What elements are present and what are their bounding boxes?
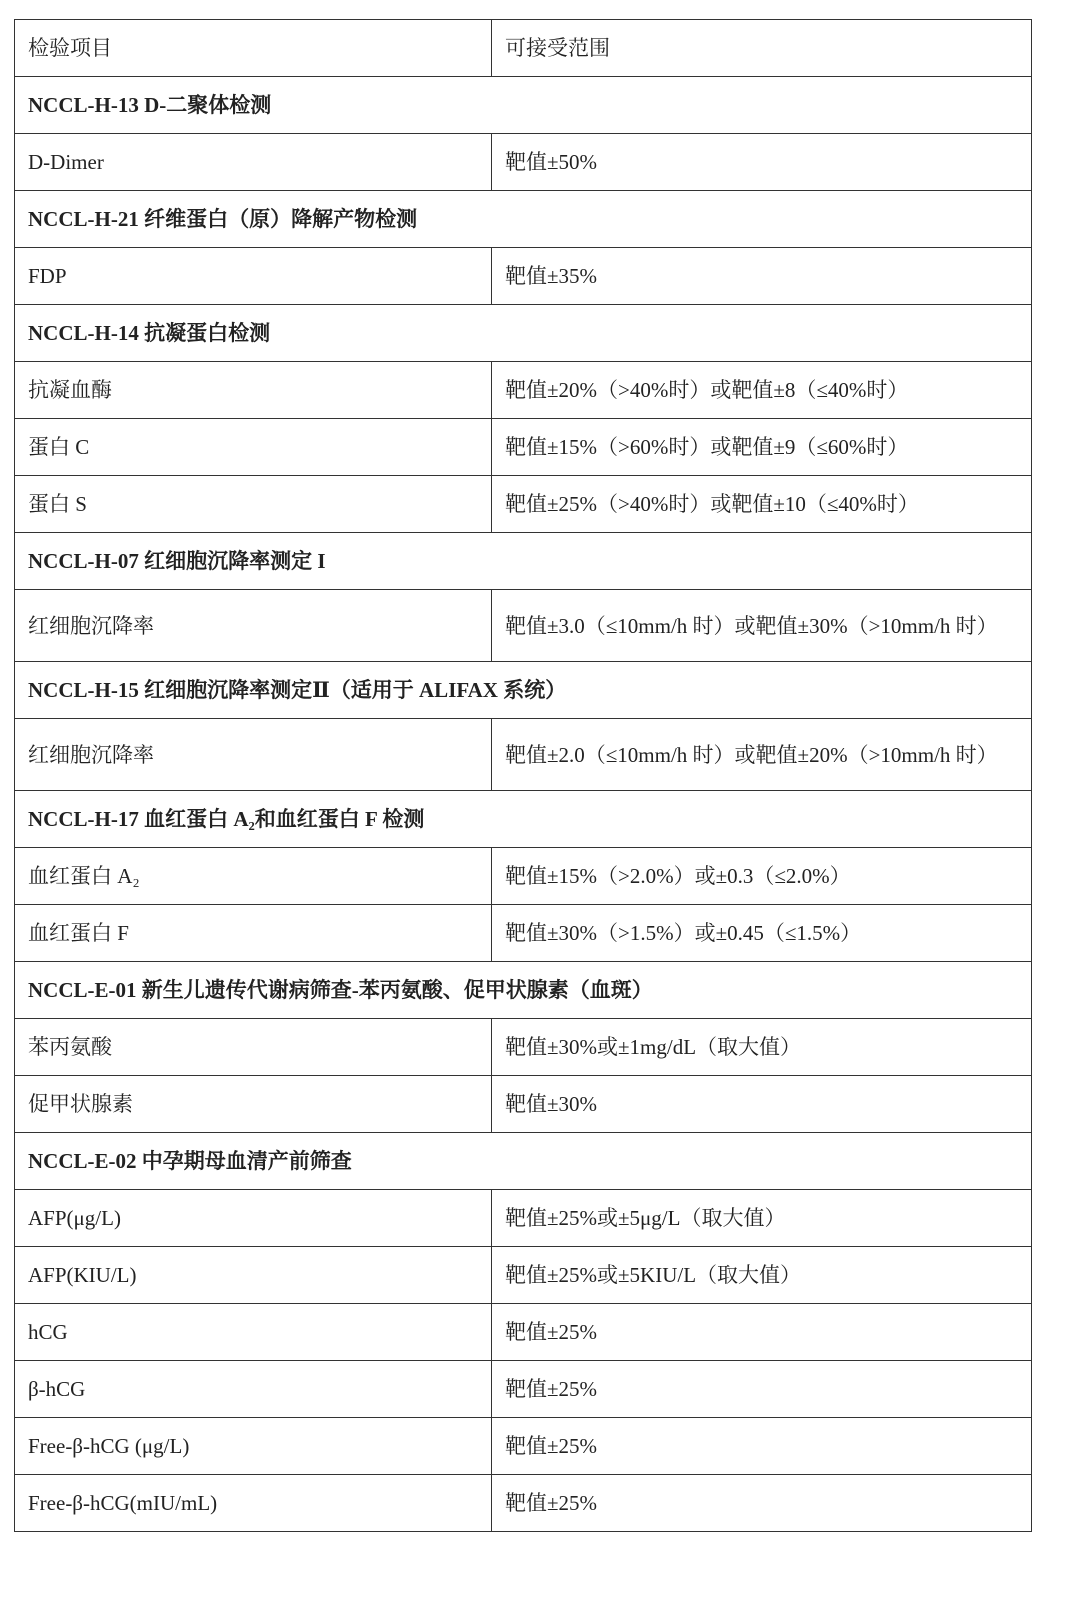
item-cell: AFP(μg/L) xyxy=(15,1190,492,1247)
section-title: NCCL-H-15 红细胞沉降率测定Ⅱ（适用于 ALIFAX 系统） xyxy=(15,662,1032,719)
table-row xyxy=(15,1190,1032,1247)
section-row xyxy=(15,962,1032,1019)
table-row xyxy=(15,476,1032,533)
section-row xyxy=(15,1133,1032,1190)
section-title: NCCL-H-07 红细胞沉降率测定 I xyxy=(15,533,1032,590)
range-cell: 靶值±35% xyxy=(492,248,1032,305)
range-cell: 靶值±3.0（≤10mm/h 时）或靶值±30%（>10mm/h 时） xyxy=(492,590,1032,662)
section-title: NCCL-H-17 血红蛋白 A₂和血红蛋白 F 检测 xyxy=(15,791,1032,848)
header-range-cell: 可接受范围 xyxy=(492,20,1032,77)
section-title: NCCL-H-13 D-二聚体检测 xyxy=(15,77,1032,134)
table-row xyxy=(15,1475,1032,1532)
item-cell: 血红蛋白 F xyxy=(15,905,492,962)
section-row xyxy=(15,791,1032,848)
range-cell: 靶值±15%（>60%时）或靶值±9（≤60%时） xyxy=(492,419,1032,476)
table-row xyxy=(15,1361,1032,1418)
item-cell: Free-β-hCG (μg/L) xyxy=(15,1418,492,1475)
section-title: NCCL-E-01 新生儿遗传代谢病筛查-苯丙氨酸、促甲状腺素（血斑） xyxy=(15,962,1032,1019)
item-cell: 血红蛋白 A₂ xyxy=(15,848,492,905)
table-row xyxy=(15,248,1032,305)
range-cell: 靶值±15%（>2.0%）或±0.3（≤2.0%） xyxy=(492,848,1032,905)
table-header-row xyxy=(15,20,1032,77)
table-row xyxy=(15,362,1032,419)
item-cell: 促甲状腺素 xyxy=(15,1076,492,1133)
item-cell: D-Dimer xyxy=(15,134,492,191)
table-row xyxy=(15,419,1032,476)
table-row xyxy=(15,134,1032,191)
range-cell: 靶值±25%或±5μg/L（取大值） xyxy=(492,1190,1032,1247)
section-row xyxy=(15,77,1032,134)
range-cell: 靶值±20%（>40%时）或靶值±8（≤40%时） xyxy=(492,362,1032,419)
item-cell: 抗凝血酶 xyxy=(15,362,492,419)
item-cell: Free-β-hCG(mIU/mL) xyxy=(15,1475,492,1532)
item-cell: AFP(KIU/L) xyxy=(15,1247,492,1304)
section-row xyxy=(15,305,1032,362)
item-cell: 蛋白 S xyxy=(15,476,492,533)
section-row xyxy=(15,191,1032,248)
table-row xyxy=(15,1247,1032,1304)
table-row xyxy=(15,1019,1032,1076)
range-cell: 靶值±25% xyxy=(492,1418,1032,1475)
section-row xyxy=(15,533,1032,590)
section-title: NCCL-H-14 抗凝蛋白检测 xyxy=(15,305,1032,362)
section-row xyxy=(15,662,1032,719)
table-row xyxy=(15,1076,1032,1133)
acceptance-range-table xyxy=(14,19,1032,1532)
table-row xyxy=(15,848,1032,905)
range-cell: 靶值±25% xyxy=(492,1304,1032,1361)
table-row xyxy=(15,590,1032,662)
range-cell: 靶值±25% xyxy=(492,1475,1032,1532)
table-row xyxy=(15,1418,1032,1475)
range-cell: 靶值±25% xyxy=(492,1361,1032,1418)
item-cell: hCG xyxy=(15,1304,492,1361)
range-cell: 靶值±25%（>40%时）或靶值±10（≤40%时） xyxy=(492,476,1032,533)
table-row xyxy=(15,719,1032,791)
section-title: NCCL-E-02 中孕期母血清产前筛查 xyxy=(15,1133,1032,1190)
table-row xyxy=(15,905,1032,962)
header-item-cell: 检验项目 xyxy=(15,20,492,77)
item-cell: β-hCG xyxy=(15,1361,492,1418)
range-cell: 靶值±30%（>1.5%）或±0.45（≤1.5%） xyxy=(492,905,1032,962)
range-cell: 靶值±2.0（≤10mm/h 时）或靶值±20%（>10mm/h 时） xyxy=(492,719,1032,791)
table-row xyxy=(15,1304,1032,1361)
range-cell: 靶值±30% xyxy=(492,1076,1032,1133)
range-cell: 靶值±50% xyxy=(492,134,1032,191)
item-cell: 蛋白 C xyxy=(15,419,492,476)
item-cell: FDP xyxy=(15,248,492,305)
range-cell: 靶值±30%或±1mg/dL（取大值） xyxy=(492,1019,1032,1076)
item-cell: 红细胞沉降率 xyxy=(15,590,492,662)
table-body xyxy=(15,20,1032,1532)
item-cell: 红细胞沉降率 xyxy=(15,719,492,791)
section-title: NCCL-H-21 纤维蛋白（原）降解产物检测 xyxy=(15,191,1032,248)
item-cell: 苯丙氨酸 xyxy=(15,1019,492,1076)
range-cell: 靶值±25%或±5KIU/L（取大值） xyxy=(492,1247,1032,1304)
